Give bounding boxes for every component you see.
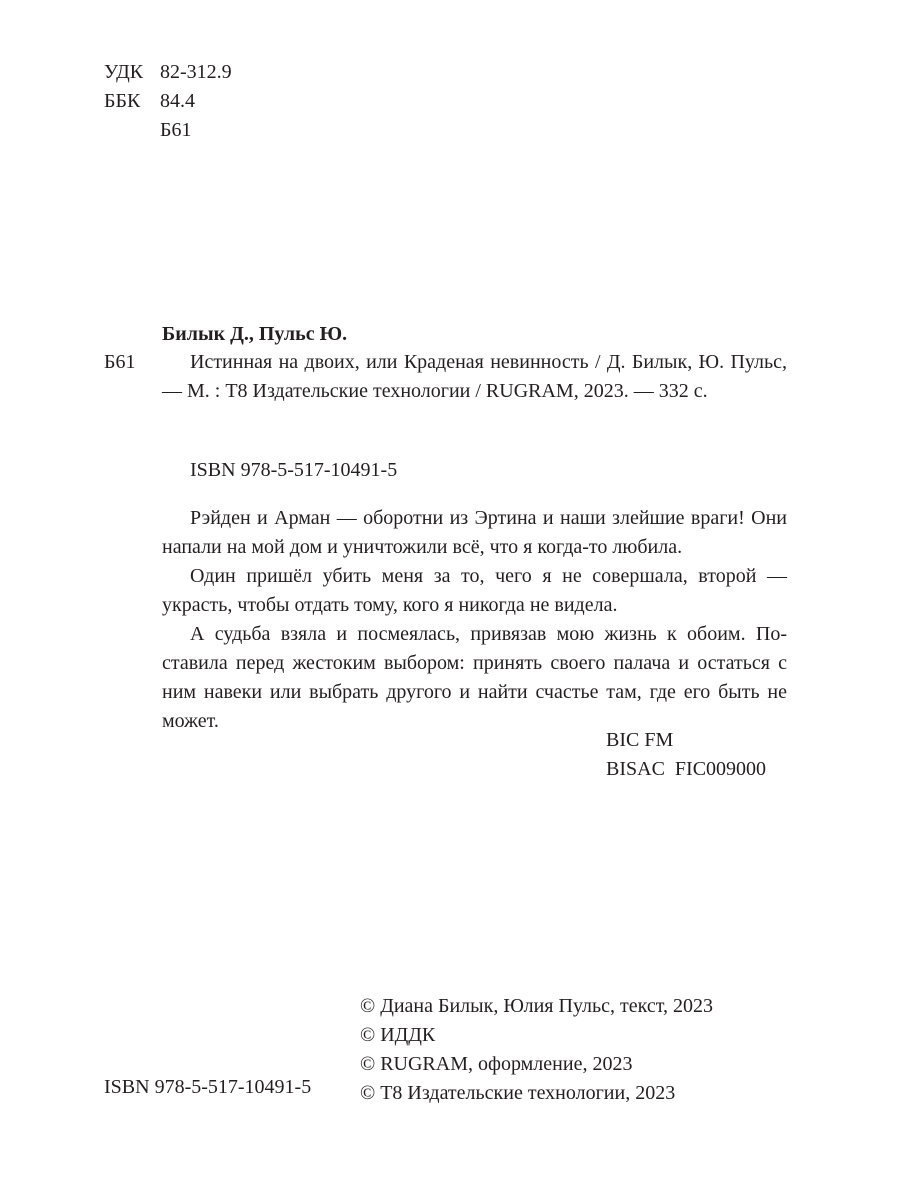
subject-classifiers bbox=[606, 726, 766, 784]
bbk-code: 84.4 bbox=[160, 90, 195, 112]
isbn-bibliographic: ISBN 978-5-517-10491-5 bbox=[190, 459, 398, 481]
udk-row bbox=[104, 58, 232, 87]
copyright-line-1: © Диана Билык, Юлия Пульс, текст, 2023 bbox=[360, 995, 713, 1017]
copyright-line-2: © ИДДК bbox=[360, 1024, 436, 1046]
copyright-line-4: © Т8 Издательские технологии, 2023 bbox=[360, 1082, 676, 1104]
annotation-paragraph-1: Рэйден и Арман — оборотни из Эртина и наши злейшие враги! Они напали на мой дом и уничтожили всё, что я когда-то любила. bbox=[162, 507, 787, 558]
bbk-label: ББК bbox=[104, 90, 141, 112]
bisac-code: BISAC FIC009000 bbox=[606, 758, 767, 780]
annotation-paragraph-3: А судьба взяла и посмеялась, привязав мою жизнь к обоим. Поставила перед жестоким выбором: принять своего палача и остаться с ним навеки или выбрать другого и найти счастье там, где его быть не может. bbox=[162, 623, 787, 732]
authors-heading: Билык Д., Пульс Ю. bbox=[162, 323, 348, 345]
bic-code: BIC FM bbox=[606, 729, 674, 751]
copyright-line-3: © RUGRAM, оформление, 2023 bbox=[360, 1053, 633, 1075]
bibliographic-description: Истинная на двоих, или Краденая невинность / Д. Билык, Ю. Пульс, — М. : Т8 Издательские технологии / RUGRAM, 2023. — 332 с. bbox=[162, 351, 787, 402]
udk-code: 82-312.9 bbox=[160, 61, 232, 83]
author-mark-top: Б61 bbox=[160, 119, 192, 141]
classification-block bbox=[104, 58, 232, 145]
bbk-row bbox=[104, 87, 232, 116]
annotation-paragraph-2: Один пришёл убить меня за то, чего я не совершала, второй — украсть, чтобы отдать тому, кого я никогда не видела. bbox=[162, 565, 787, 616]
copyright-block bbox=[360, 992, 713, 1108]
annotation bbox=[162, 504, 787, 736]
author-mark-row bbox=[104, 116, 232, 145]
isbn-footer: ISBN 978-5-517-10491-5 bbox=[104, 1076, 312, 1098]
udk-label: УДК bbox=[104, 61, 144, 83]
author-mark-bib: Б61 bbox=[104, 351, 136, 373]
